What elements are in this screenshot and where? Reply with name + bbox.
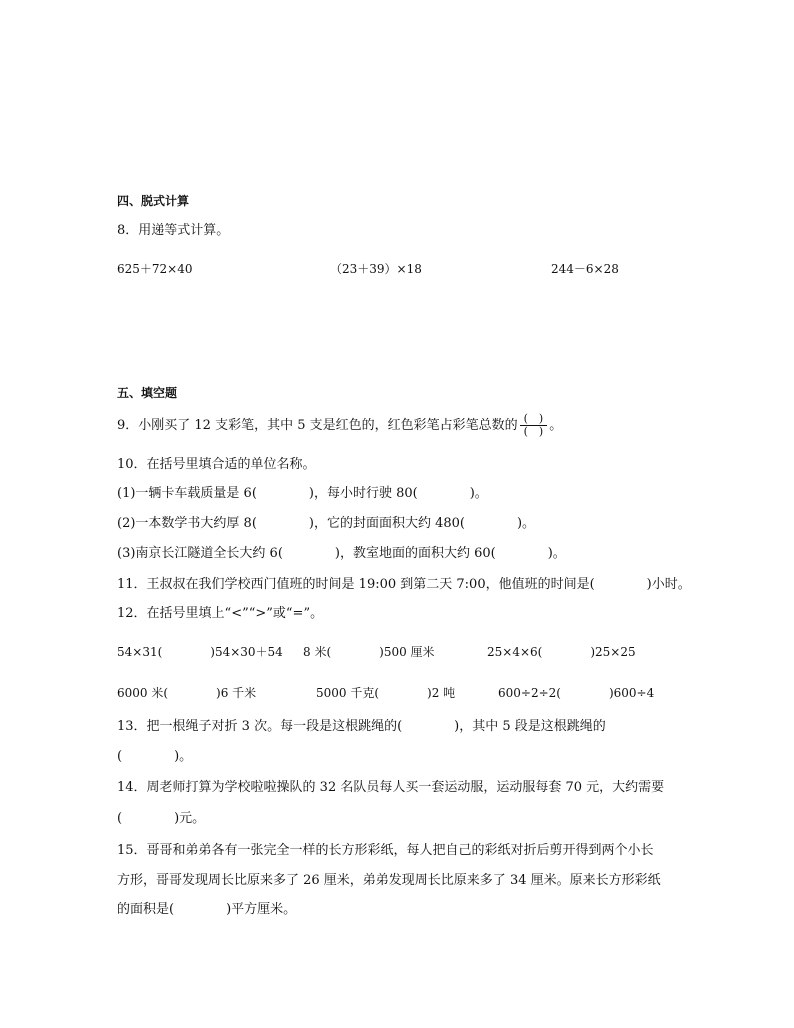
question-10-part-2: (2)一本数学书大约厚 8( )，它的封面面积大约 480( )。 [117, 516, 536, 531]
section-5-heading: 五、填空题 [117, 386, 178, 400]
question-10-part-3: (3)南京长江隧道全长大约 6( )，教室地面的面积大约 60( )。 [117, 546, 566, 561]
comparison-4: 6000 米( )6 千米 [117, 686, 257, 700]
question-12: 12．在括号里填上“<”“>”或“=”。 [117, 606, 324, 621]
expression-1: 625＋72×40 [117, 262, 193, 276]
comparison-3: 25×4×6( )25×25 [487, 645, 636, 659]
question-14-line-1: 14．周老师打算为学校啦啦操队的 32 名队员每人买一套运动服，运动服每套 70 元，大约需要 [117, 780, 665, 795]
fraction-blank [520, 413, 548, 438]
question-9-end: 。 [549, 418, 563, 433]
question-10: 10．在括号里填合适的单位名称。 [117, 457, 316, 472]
comparison-2: 8 米( )500 厘米 [303, 645, 435, 659]
question-9 [117, 413, 562, 438]
question-9-text: 9．小刚买了 12 支彩笔，其中 5 支是红色的，红色彩笔占彩笔总数的 [117, 418, 518, 433]
comparison-5: 5000 千克( )2 吨 [316, 686, 456, 700]
question-11: 11．王叔叔在我们学校西门值班的时间是 19:00 到第二天 7:00，他值班的时间是( )小时。 [117, 577, 691, 592]
comparison-1: 54×31( )54×30＋54 [117, 645, 283, 659]
question-10-part-1: (1)一辆卡车载质量是 6( )，每小时行驶 80( )。 [117, 486, 488, 501]
expression-2: （23＋39）×18 [330, 262, 422, 276]
fraction-numerator: ( ) [520, 413, 548, 426]
question-13-line-2: ( )。 [117, 749, 193, 764]
question-15-line-2: 方形，哥哥发现周长比原来多了 26 厘米，弟弟发现周长比原来多了 34 厘米。原来长方形彩纸 [117, 873, 661, 888]
question-8: 8．用递等式计算。 [117, 223, 230, 238]
question-14-line-2: ( )元。 [117, 811, 206, 826]
section-4-heading: 四、脱式计算 [117, 194, 190, 208]
question-15-line-3: 的面积是( )平方厘米。 [117, 902, 297, 917]
expression-3: 244－6×28 [551, 262, 619, 276]
question-15-line-1: 15．哥哥和弟弟各有一张完全一样的长方形彩纸，每人把自己的彩纸对折后剪开得到两个小长 [117, 843, 654, 858]
comparison-6: 600÷2÷2( )600÷4 [498, 686, 655, 700]
fraction-denominator: ( ) [523, 425, 544, 438]
question-13-line-1: 13．把一根绳子对折 3 次。每一段是这根跳绳的( )，其中 5 段是这根跳绳的 [117, 719, 606, 734]
